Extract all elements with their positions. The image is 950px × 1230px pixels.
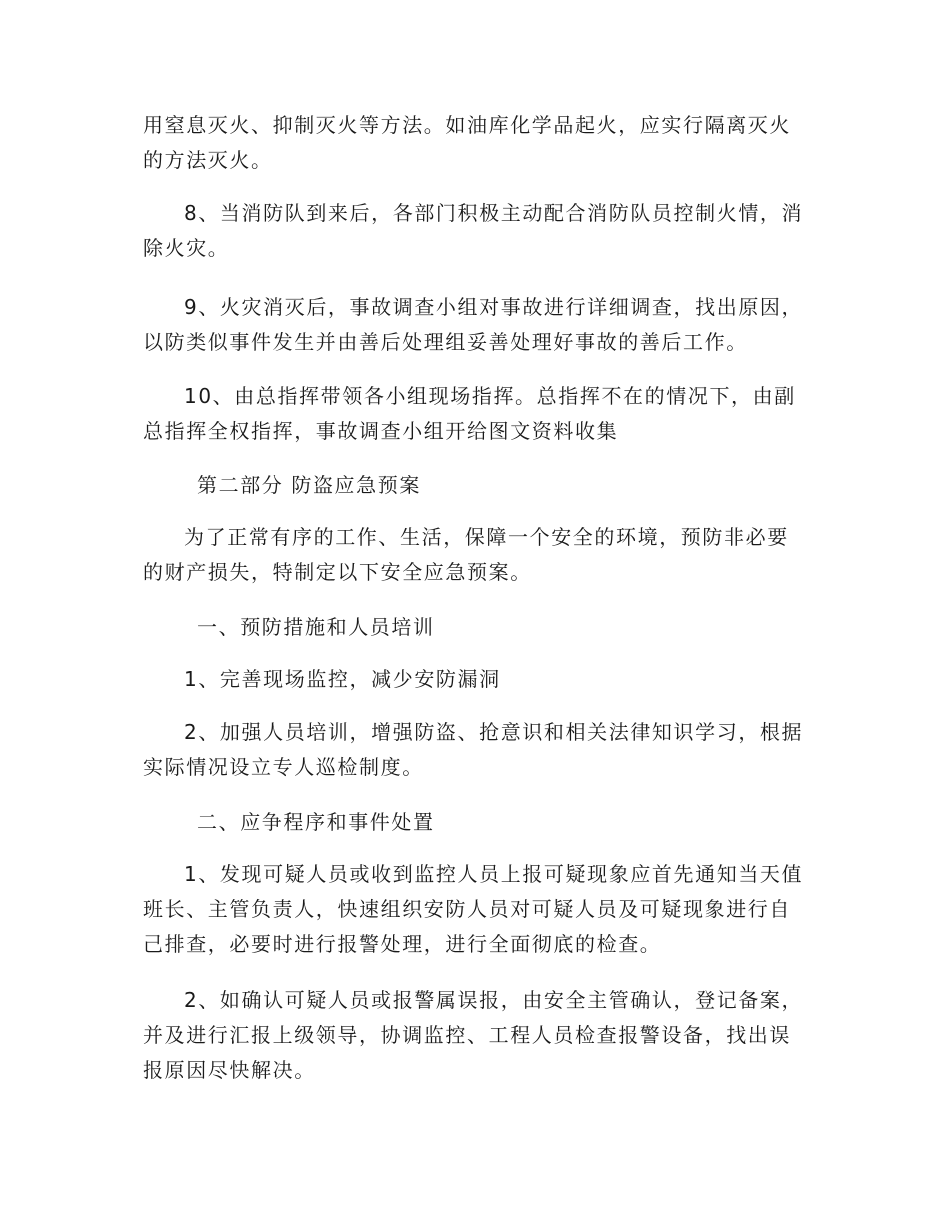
subheading-response	[143, 805, 813, 840]
text-line: 9、火灾消灭后，事故调查小组对事故进行详细调查，找出原因，	[184, 295, 804, 319]
text-line: 用窒息灭火、抑制灭火等方法。如油库化学品起火，应实行隔离灭火	[143, 113, 791, 137]
text-line: 除火灾。	[143, 236, 230, 260]
subheading: 二、应争程序和事件处置	[197, 810, 435, 834]
text-line: 2、加强人员培训，增强防盗、抢意识和相关法律知识学习，根据	[184, 720, 804, 744]
paragraph-item-9	[143, 290, 813, 360]
paragraph-item-8	[143, 196, 813, 266]
text-line: 的方法灭火。	[143, 148, 273, 172]
paragraph-prevention-1	[143, 662, 813, 697]
text-line: 班长、主管负责人，快速组织安防人员对可疑人员及可疑现象进行自	[143, 897, 791, 921]
text-line: 10、由总指挥带领各小组现场指挥。总指挥不在的情况下，由副	[184, 384, 796, 408]
paragraph-prevention-2	[143, 715, 813, 785]
text-line: 1、发现可疑人员或收到监控人员上报可疑现象应首先通知当天值	[184, 862, 804, 886]
text-line: 8、当消防队到来后，各部门积极主动配合消防队员控制火情，消	[184, 201, 804, 225]
section-title: 第二部分 防盗应急预案	[197, 473, 421, 497]
text-line: 报原因尽快解决。	[143, 1058, 316, 1082]
paragraph-item-10	[143, 379, 813, 449]
paragraph-response-1	[143, 857, 813, 962]
text-line: 己排查，必要时进行报警处理，进行全面彻底的检查。	[143, 932, 662, 956]
text-line: 为了正常有序的工作、生活，保障一个安全的环境，预防非必要	[184, 525, 789, 549]
text-line: 总指挥全权指挥，事故调查小组开给图文资料收集	[143, 419, 619, 443]
paragraph-response-2	[143, 983, 813, 1088]
text-line: 的财产损失，特制定以下安全应急预案。	[143, 560, 532, 584]
subheading-prevention	[143, 610, 813, 645]
paragraph-intro	[143, 520, 813, 590]
section-heading-part-two	[143, 468, 813, 503]
text-line: 实际情况设立专人巡检制度。	[143, 755, 424, 779]
text-line: 以防类似事件发生并由善后处理组妥善处理好事故的善后工作。	[143, 330, 748, 354]
paragraph-fire-method-continued	[143, 108, 813, 178]
subheading: 一、预防措施和人员培训	[197, 615, 435, 639]
text-line: 2、如确认可疑人员或报警属误报，由安全主管确认，登记备案，	[184, 988, 804, 1012]
text-line: 并及进行汇报上级领导，协调监控、工程人员检查报警设备，找出误	[143, 1023, 791, 1047]
text-line: 1、完善现场监控，减少安防漏洞	[184, 667, 501, 691]
